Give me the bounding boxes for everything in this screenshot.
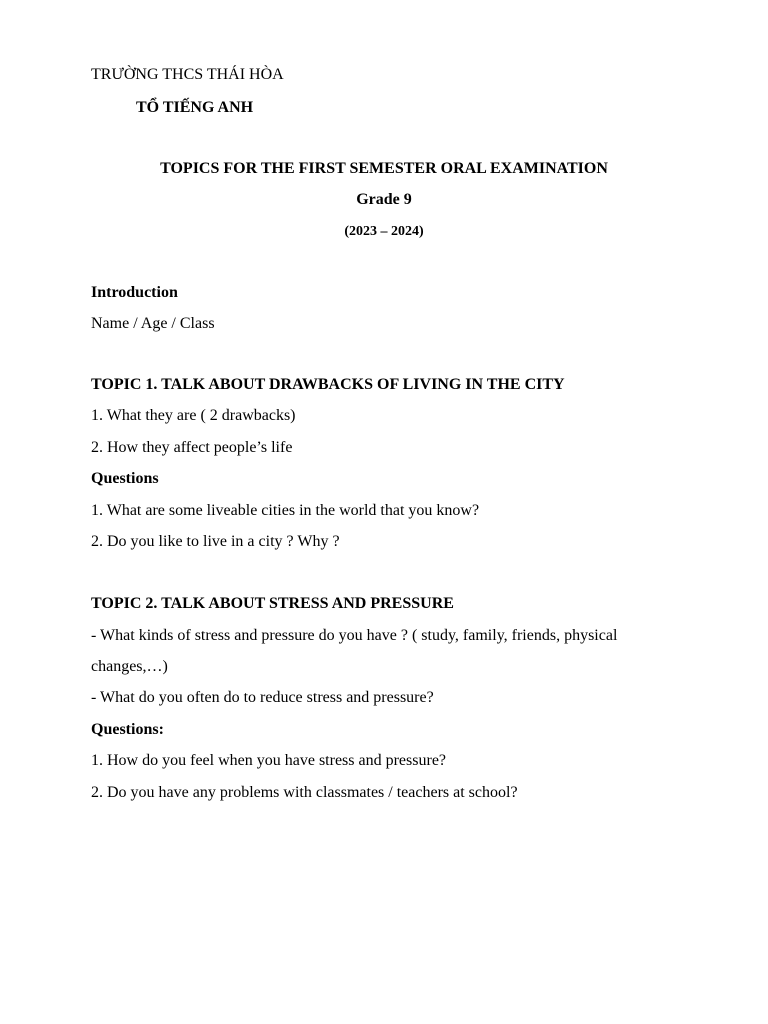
grade-label: Grade 9 xyxy=(356,191,412,208)
topic2-point: - What kinds of stress and pressure do you have ? ( study, family, friends, physical xyxy=(91,627,618,644)
school-year: (2023 – 2024) xyxy=(344,224,424,239)
topic1-heading: TOPIC 1. TALK ABOUT DRAWBACKS OF LIVING IN THE CITY xyxy=(91,376,565,393)
topic1-question: 2. Do you like to live in a city ? Why ? xyxy=(91,533,340,550)
school-name: TRƯỜNG THCS THÁI HÒA xyxy=(91,66,284,83)
introduction-text: Name / Age / Class xyxy=(91,315,215,332)
topic1-point: 2. How they affect people’s life xyxy=(91,439,293,456)
document-title: TOPICS FOR THE FIRST SEMESTER ORAL EXAMINATION xyxy=(160,160,608,177)
topic2-questions-heading: Questions: xyxy=(91,721,164,738)
topic2-question: 1. How do you feel when you have stress and pressure? xyxy=(91,752,447,769)
topic2-point: - What do you often do to reduce stress and pressure? xyxy=(91,689,434,706)
introduction-heading: Introduction xyxy=(91,284,178,301)
topic2-point: changes,…) xyxy=(91,658,168,675)
topic1-questions-heading: Questions xyxy=(91,470,159,487)
topic1-question: 1. What are some liveable cities in the world that you know? xyxy=(91,502,480,519)
topic2-question: 2. Do you have any problems with classmates / teachers at school? xyxy=(91,784,518,801)
topic2-heading: TOPIC 2. TALK ABOUT STRESS AND PRESSURE xyxy=(91,595,454,612)
topic1-point: 1. What they are ( 2 drawbacks) xyxy=(91,407,296,424)
department-name: TỔ TIẾNG ANH xyxy=(136,99,254,116)
